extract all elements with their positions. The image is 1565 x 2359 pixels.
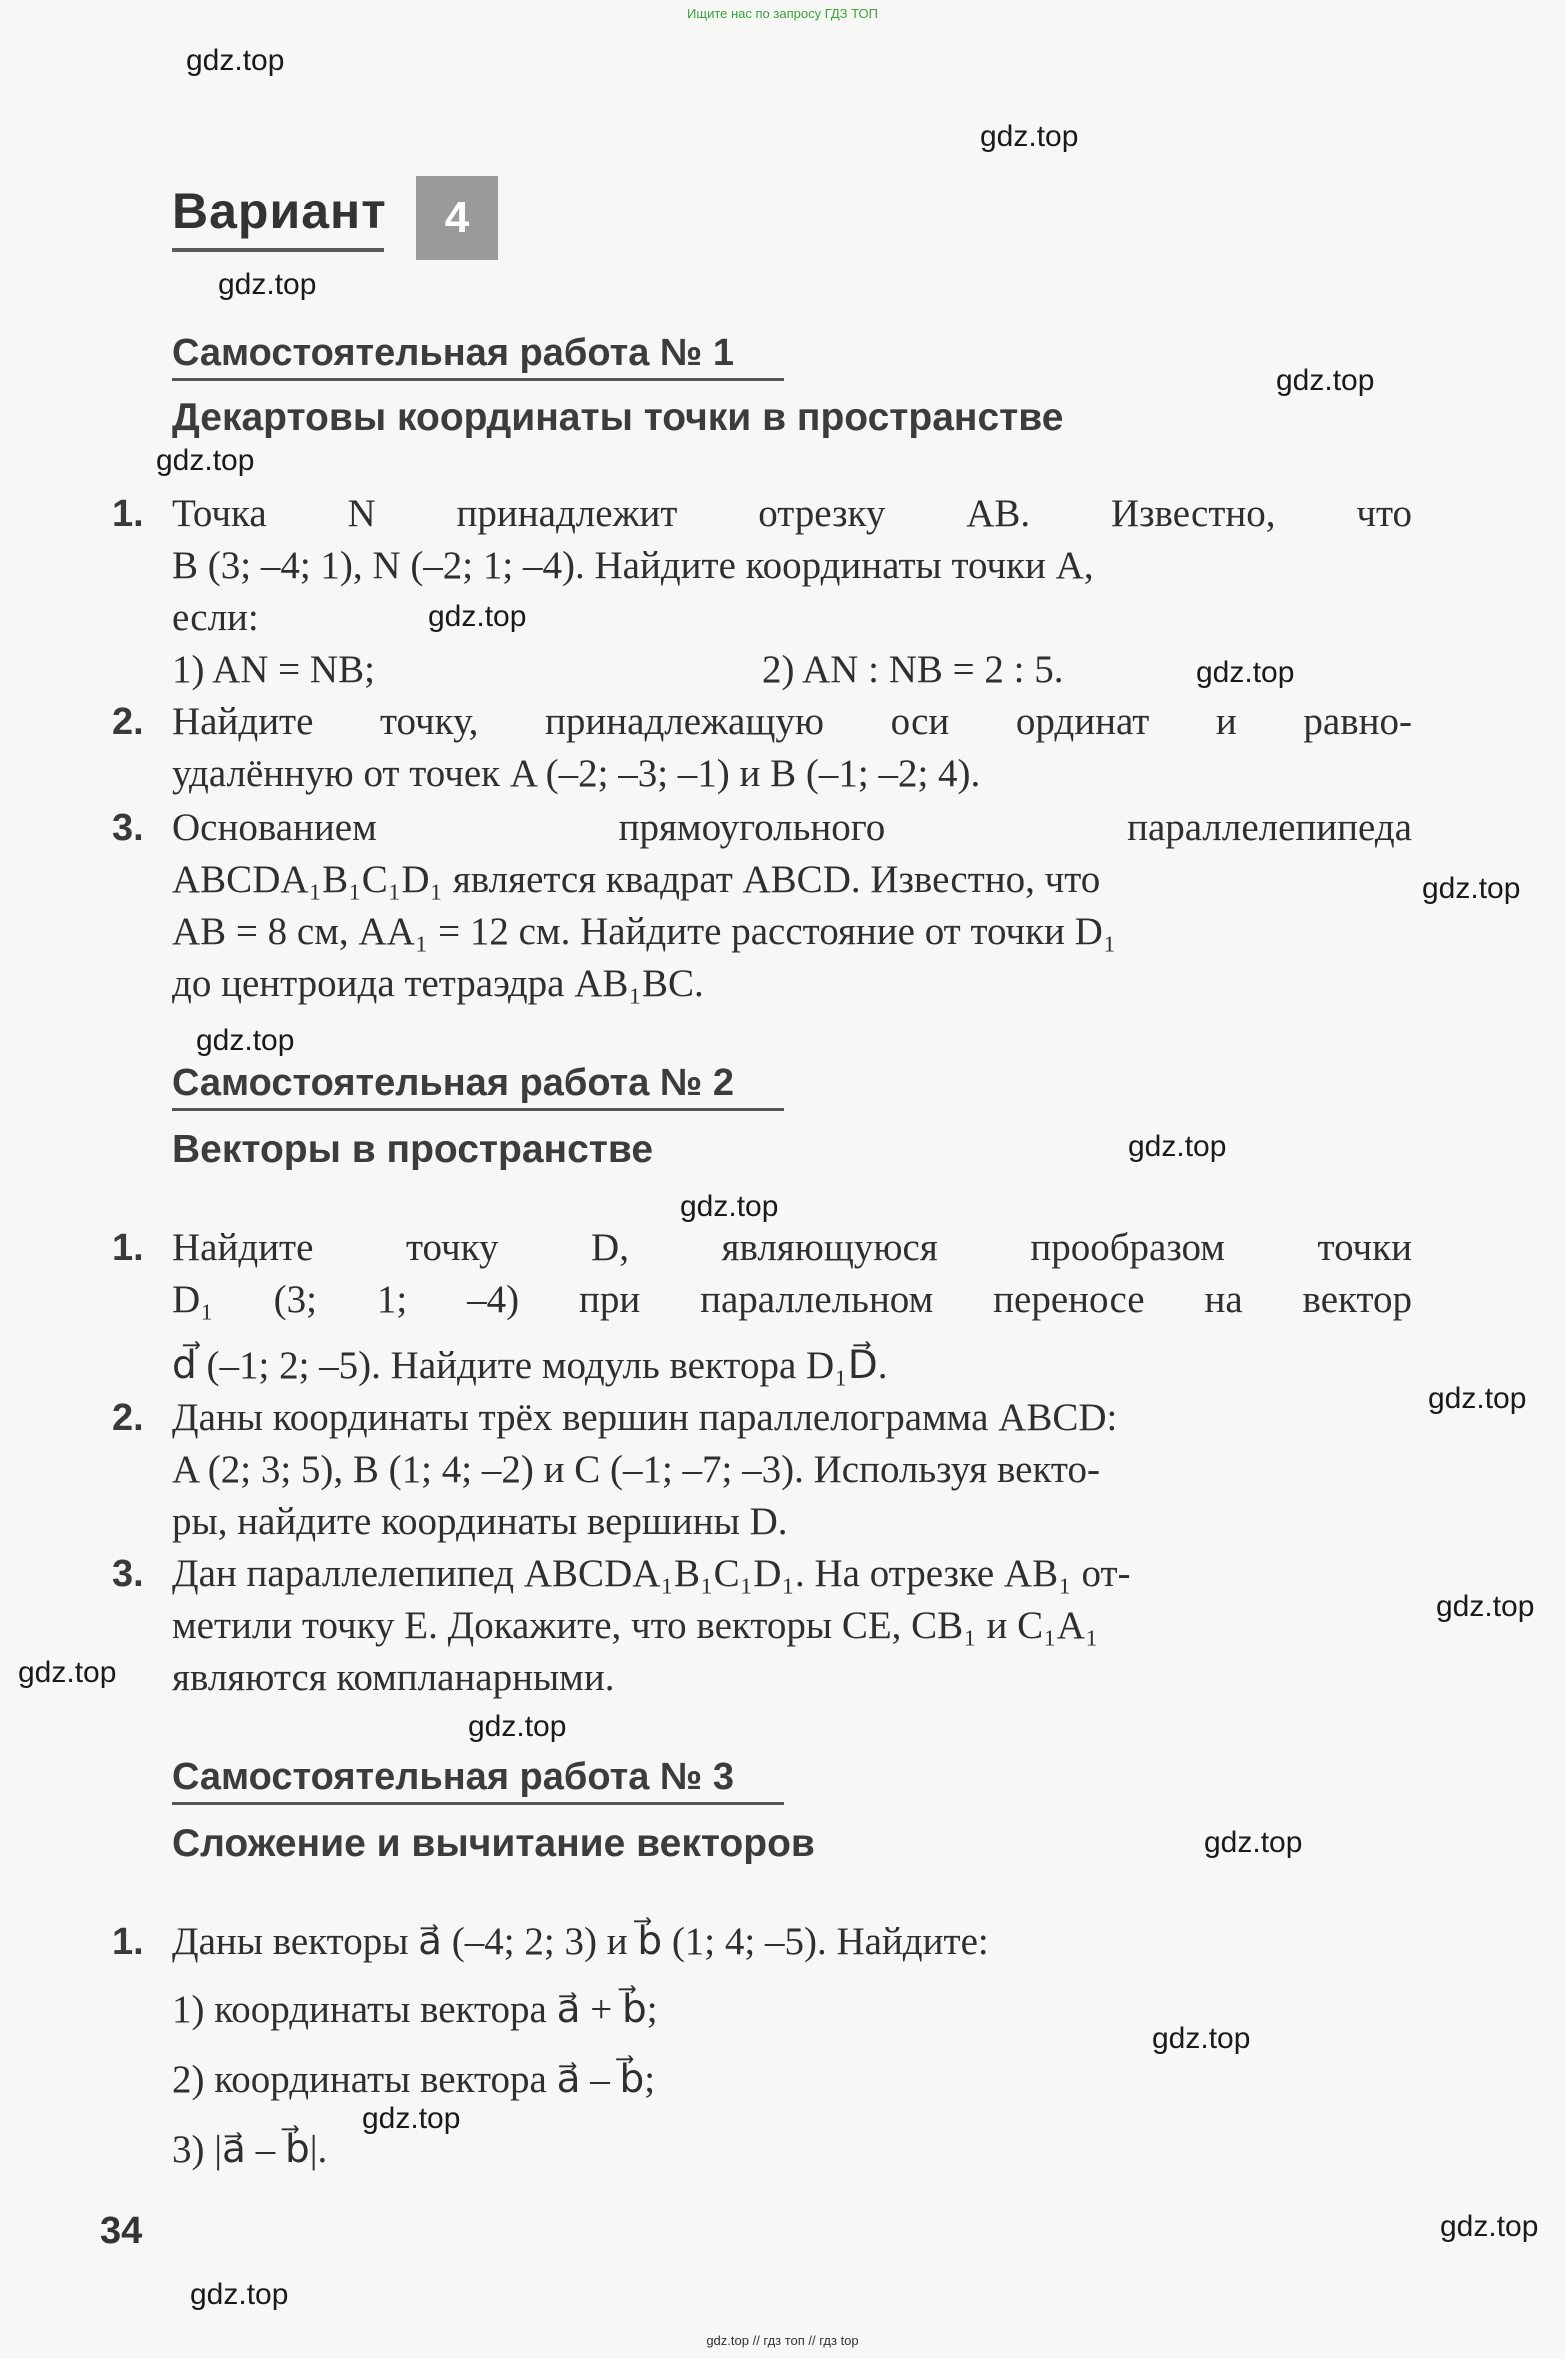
- page-number: 34: [100, 2210, 143, 2252]
- task-line: AB = 8 см, AA₁ = 12 см. Найдите расстояние от точки D₁: [172, 910, 1117, 953]
- watermark: gdz.top: [362, 2102, 461, 2135]
- task-number: 1.: [112, 493, 144, 535]
- task-subitem: 3) |a⃗ – b⃗|.: [172, 2128, 328, 2171]
- task-line: Основанием прямоугольного параллелепипеда: [172, 806, 1412, 849]
- watermark: gdz.top: [1436, 1590, 1535, 1623]
- task-subitem: 2) координаты вектора a⃗ – b⃗;: [172, 2058, 656, 2101]
- watermark: gdz.top: [1152, 2022, 1251, 2055]
- task-line: удалённую от точек A (–2; –3; –1) и B (–1; –2; 4).: [172, 752, 981, 795]
- task-line: до центроида тетраэдра AB₁BC.: [172, 962, 704, 1005]
- task-line: A (2; 3; 5), B (1; 4; –2) и C (–1; –7; –3). Используя векто-: [172, 1448, 1100, 1491]
- section-2-title: Самостоятельная работа № 2: [172, 1062, 734, 1104]
- task-line: метили точку E. Докажите, что векторы CE, CB₁ и C₁A₁: [172, 1604, 1099, 1647]
- section-3-underline: [172, 1802, 784, 1805]
- watermark: gdz.top: [1422, 872, 1521, 905]
- watermark: gdz.top: [1128, 1130, 1227, 1163]
- task-line: Найдите точку, принадлежащую оси ординат и равно-: [172, 700, 1412, 743]
- section-3-subtitle: Сложение и вычитание векторов: [172, 1822, 815, 1865]
- watermark: gdz.top: [196, 1024, 295, 1057]
- task-number: 2.: [112, 1397, 144, 1439]
- task-number: 1.: [112, 1921, 144, 1963]
- task-line: D₁ (3; 1; –4) при параллельном переносе на вектор: [172, 1278, 1412, 1321]
- task-number: 3.: [112, 807, 144, 849]
- watermark: gdz.top: [18, 1656, 117, 1689]
- section-2-subtitle: Векторы в пространстве: [172, 1128, 654, 1171]
- task-number: 2.: [112, 701, 144, 743]
- task-line: если:: [172, 596, 259, 639]
- watermark: gdz.top: [1196, 656, 1295, 689]
- task-line: d⃗ (–1; 2; –5). Найдите модуль вектора D₁D⃗.: [172, 1344, 888, 1387]
- watermark: gdz.top: [980, 120, 1079, 153]
- task-subitem: 1) координаты вектора a⃗ + b⃗;: [172, 1988, 658, 2031]
- watermark: gdz.top: [156, 444, 255, 477]
- watermark: gdz.top: [218, 268, 317, 301]
- variant-underline: [172, 248, 384, 252]
- task-line: Даны векторы a⃗ (–4; 2; 3) и b⃗ (1; 4; –5). Найдите:: [172, 1920, 989, 1963]
- watermark: gdz.top: [186, 44, 285, 77]
- bottom-banner: gdz.top // гдз топ // гдз top: [706, 2333, 859, 2348]
- section-2-underline: [172, 1108, 784, 1111]
- task-line: Точка N принадлежит отрезку AB. Известно, что: [172, 492, 1412, 535]
- task-number: 3.: [112, 1553, 144, 1595]
- section-1-subtitle: Декартовы координаты точки в пространстве: [172, 396, 1064, 439]
- task-subitem: 1) AN = NB;: [172, 648, 375, 691]
- task-number: 1.: [112, 1227, 144, 1269]
- watermark: gdz.top: [1440, 2210, 1539, 2243]
- task-subitem: 2) AN : NB = 2 : 5.: [762, 648, 1064, 691]
- top-banner: Ищите нас по запросу ГДЗ ТОП: [687, 6, 878, 21]
- variant-title: Вариант: [172, 183, 387, 239]
- variant-number: 4: [416, 176, 498, 260]
- watermark: gdz.top: [1204, 1826, 1303, 1859]
- section-1-underline: [172, 378, 784, 381]
- section-3-title: Самостоятельная работа № 3: [172, 1756, 734, 1798]
- task-line: ABCDA₁B₁C₁D₁ является квадрат ABCD. Известно, что: [172, 858, 1101, 901]
- watermark: gdz.top: [190, 2278, 289, 2311]
- watermark: gdz.top: [1428, 1382, 1527, 1415]
- watermark: gdz.top: [468, 1710, 567, 1743]
- task-line: Дан параллелепипед ABCDA₁B₁C₁D₁. На отрезке AB₁ от-: [172, 1552, 1131, 1595]
- task-line: Найдите точку D, являющуюся прообразом точки: [172, 1226, 1412, 1269]
- watermark: gdz.top: [1276, 364, 1375, 397]
- task-line: являются компланарными.: [172, 1656, 615, 1699]
- section-1-title: Самостоятельная работа № 1: [172, 332, 734, 374]
- task-line: ры, найдите координаты вершины D.: [172, 1500, 788, 1543]
- watermark: gdz.top: [428, 600, 527, 633]
- task-line: Даны координаты трёх вершин параллелограмма ABCD:: [172, 1396, 1118, 1439]
- task-line: B (3; –4; 1), N (–2; 1; –4). Найдите координаты точки A,: [172, 544, 1094, 587]
- watermark: gdz.top: [680, 1190, 779, 1223]
